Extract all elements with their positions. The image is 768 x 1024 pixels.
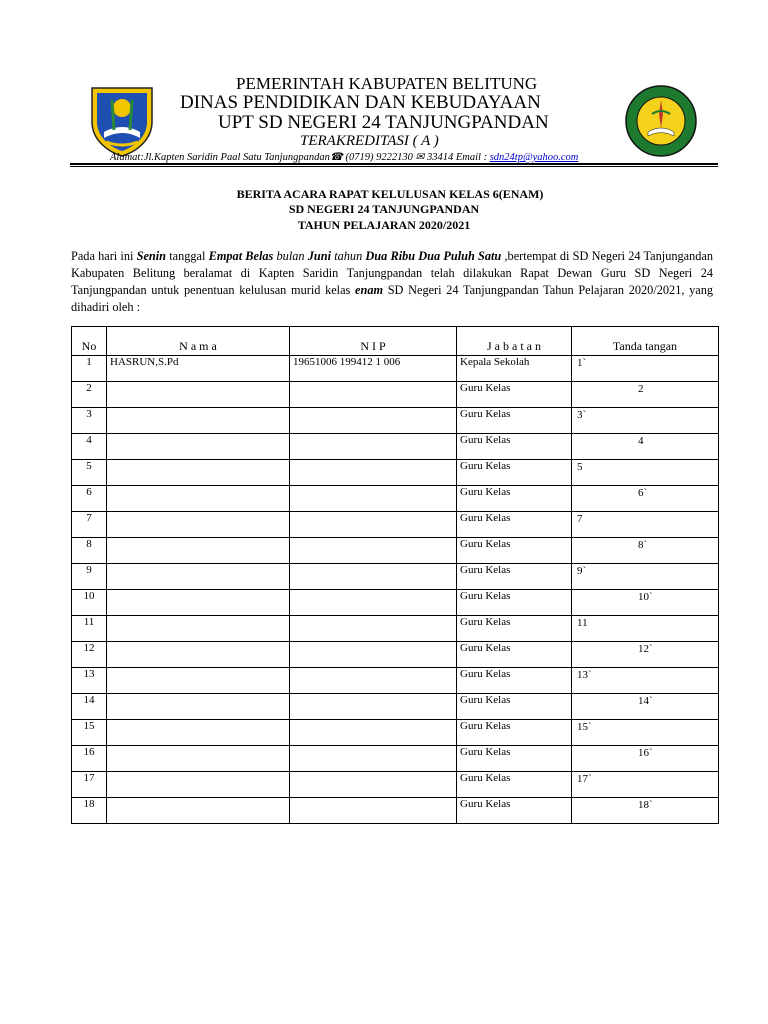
row-no: 1 [72,356,107,382]
accreditation: TERAKREDITASI ( A ) [300,133,439,149]
government-name: PEMERINTAH KABUPATEN BELITUNG [236,74,538,93]
row-jabatan: Guru Kelas [457,486,572,512]
table-row [72,486,719,512]
row-nama [107,798,290,824]
row-no: 13 [72,668,107,694]
table-row [72,356,719,382]
row-nip [290,512,457,538]
row-no: 3 [72,408,107,434]
row-jabatan: Guru Kelas [457,382,572,408]
para-text: bulan [273,249,308,263]
row-no: 2 [72,382,107,408]
address: Alamat:Jl.Kapten Saridin Paal Satu Tanjungpandan [110,152,330,163]
row-jabatan: Guru Kelas [457,616,572,642]
row-jabatan: Guru Kelas [457,590,572,616]
table-row [72,382,719,408]
row-nip [290,642,457,668]
row-signature-cell[interactable] [572,668,719,694]
signature-number-left: 3` [577,409,587,421]
row-nip [290,772,457,798]
para-date: Empat Belas [208,249,274,263]
row-jabatan: Guru Kelas [457,746,572,772]
row-nama [107,408,290,434]
row-no: 18 [72,798,107,824]
row-nama [107,720,290,746]
row-signature-cell[interactable] [572,512,719,538]
table-header-row [72,327,719,356]
row-nip [290,538,457,564]
row-signature-cell[interactable] [572,382,719,408]
row-jabatan: Guru Kelas [457,694,572,720]
table-row [72,564,719,590]
row-jabatan: Guru Kelas [457,564,572,590]
header-rule-thin [70,166,718,167]
row-jabatan: Guru Kelas [457,668,572,694]
signature-number-right: 4 [638,435,644,447]
row-nama [107,746,290,772]
row-nama [107,382,290,408]
row-jabatan: Guru Kelas [457,772,572,798]
department-name: DINAS PENDIDIKAN DAN KEBUDAYAAN [180,92,541,113]
table-row [72,408,719,434]
signature-number-right: 10` [638,591,653,603]
row-signature-cell[interactable] [572,772,719,798]
signature-number-left: 7 [577,513,583,525]
row-signature-cell[interactable] [572,538,719,564]
row-nama [107,668,290,694]
table-row [72,590,719,616]
school-seal-logo [624,84,698,158]
header-no: No [72,327,107,356]
row-no: 7 [72,512,107,538]
row-nip [290,590,457,616]
row-jabatan: Guru Kelas [457,720,572,746]
row-signature-cell[interactable] [572,564,719,590]
row-jabatan: Guru Kelas [457,460,572,486]
row-nama [107,538,290,564]
para-text: tahun [331,249,366,263]
school-name: UPT SD NEGERI 24 TANJUNGPANDAN [218,112,549,133]
row-no: 6 [72,486,107,512]
doc-subtitle-school: SD NEGERI 24 TANJUNGPANDAN [288,202,480,216]
signature-number-left: 13` [577,669,592,681]
phone-icon: ☎ [329,152,343,163]
table-row [72,668,719,694]
signature-number-right: 8` [638,539,648,551]
row-jabatan: Guru Kelas [457,538,572,564]
row-nip [290,460,457,486]
row-no: 9 [72,564,107,590]
para-day: Senin [136,249,167,263]
para-year: Dua Ribu Dua Puluh Satu [365,249,502,263]
row-signature-cell[interactable] [572,486,719,512]
row-jabatan: Guru Kelas [457,408,572,434]
table-row [72,694,719,720]
table-row [72,720,719,746]
table-row [72,746,719,772]
row-nip [290,746,457,772]
doc-title: BERITA ACARA RAPAT KELULUSAN KELAS 6(ENAM) [236,187,544,201]
row-nip [290,798,457,824]
signature-number-right: 14` [638,695,653,707]
row-nip [290,382,457,408]
row-nama [107,590,290,616]
table-row [72,616,719,642]
row-nip [290,486,457,512]
header-nip: N I P [290,327,457,356]
row-signature-cell[interactable] [572,356,719,382]
header-nama: N a m a [107,327,290,356]
row-nip [290,668,457,694]
table-row [72,538,719,564]
signature-number-right: 6` [638,487,648,499]
para-text: Pada hari ini [71,249,137,263]
row-no: 4 [72,434,107,460]
row-jabatan: Kepala Sekolah [457,356,572,382]
phone: (0719) 9222130 [345,152,413,163]
email-link[interactable]: sdn24tp@yahoo.com [489,152,579,163]
signature-number-left: 17` [577,773,592,785]
row-no: 5 [72,460,107,486]
row-nama [107,512,290,538]
row-signature-cell[interactable] [572,694,719,720]
row-nama [107,694,290,720]
row-no: 16 [72,746,107,772]
table-row [72,642,719,668]
row-no: 11 [72,616,107,642]
mail-icon: ✉ [415,152,425,163]
row-no: 10 [72,590,107,616]
table-row [72,512,719,538]
row-no: 15 [72,720,107,746]
row-signature-cell[interactable] [572,590,719,616]
para-text: ,bertempat di SD Negeri 24 Tanjungandan Kabupaten Belitung beralamat di Kapten Saridin Tanjungpandan telah dilakukan Rapat Dewan Guru SD Negeri 24 Tanjungpandan untuk penentuan kelulusan murid kelas [71,249,714,297]
row-signature-cell[interactable] [572,642,719,668]
para-text: tanggal [166,249,209,263]
signature-number-left: 11 [577,617,588,629]
row-no: 12 [72,642,107,668]
para-month: Juni [307,249,331,263]
row-signature-cell[interactable] [572,434,719,460]
row-nama [107,486,290,512]
para-class: enam [355,283,384,297]
row-signature-cell[interactable] [572,746,719,772]
row-signature-cell[interactable] [572,408,719,434]
row-nama [107,434,290,460]
table-row [72,772,719,798]
row-nama: HASRUN,S.Pd [107,356,290,382]
pobox: 33414 Email : [426,152,488,163]
signature-number-right: 16` [638,747,653,759]
row-nama [107,460,290,486]
signature-number-left: 5 [577,461,583,473]
row-jabatan: Guru Kelas [457,512,572,538]
belitung-regency-logo [84,82,160,158]
signature-number-right: 2 [638,383,644,395]
row-nip [290,408,457,434]
table-row [72,434,719,460]
row-nip: 19651006 199412 1 006 [290,356,457,382]
row-no: 8 [72,538,107,564]
row-nama [107,642,290,668]
row-nip [290,616,457,642]
intro-paragraph [71,248,713,316]
header-rule-thick [70,163,718,165]
row-nama [107,564,290,590]
table-row [72,460,719,486]
row-signature-cell[interactable] [572,798,719,824]
signature-number-left: 9` [577,565,587,577]
row-jabatan: Guru Kelas [457,798,572,824]
signature-number-right: 12` [638,643,653,655]
header-tanda-tangan: Tanda tangan [572,327,719,356]
row-no: 17 [72,772,107,798]
table-row [72,798,719,824]
header-jabatan: J a b a t a n [457,327,572,356]
row-jabatan: Guru Kelas [457,642,572,668]
signature-number-left: 1` [577,357,587,369]
row-nama [107,772,290,798]
row-nip [290,720,457,746]
row-nip [290,434,457,460]
signature-number-left: 15` [577,721,592,733]
row-nip [290,564,457,590]
signature-number-right: 18` [638,799,653,811]
address-line [110,151,578,163]
row-no: 14 [72,694,107,720]
attendance-table [71,326,719,824]
row-signature-cell[interactable] [572,616,719,642]
row-signature-cell[interactable] [572,720,719,746]
row-nip [290,694,457,720]
doc-subtitle-year: TAHUN PELAJARAN 2020/2021 [297,218,471,232]
row-signature-cell[interactable] [572,460,719,486]
row-jabatan: Guru Kelas [457,434,572,460]
para-text: SD Negeri 24 Tanjungpandan Tahun Pelajaran 2020/2021, yang dihadiri oleh : [71,283,713,314]
row-nama [107,616,290,642]
